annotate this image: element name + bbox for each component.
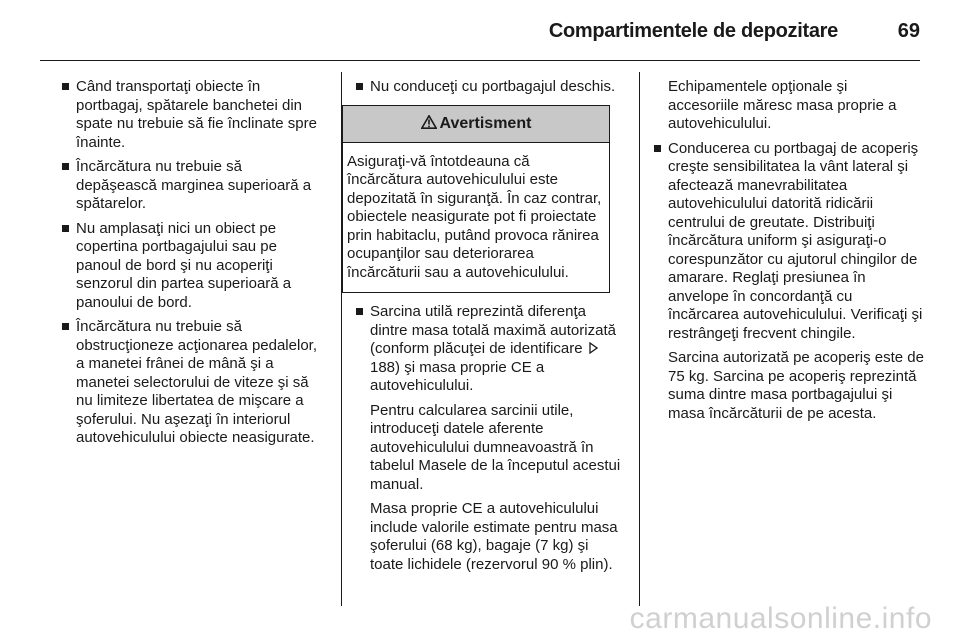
paragraph: Pentru calcularea sarcinii utile, introduceţi datele aferente autovehiculului dumneavoastră în tabelul Masele de la începutul acestui manual. [370,401,621,493]
paragraph: Masa proprie CE a autovehiculului include valorile estimate pentru masa şoferului (68 kg), bagaje (7 kg) şi toate lichidele (rezervorul 90 % plin). [370,500,618,573]
list-item-text: Nu amplasaţi nici un obiect pe copertina portbagajului sau pe panoul de bord şi nu acoperiţi senzorul din partea superioară a panoului de bord. [76,219,292,311]
page-reference-arrow-icon [589,342,598,354]
warning-box [342,105,610,294]
header-divider [40,60,920,61]
list-item [62,318,326,448]
paragraph: Echipamentele opţionale şi accesoriile măresc masa proprie a autovehiculului. [668,78,897,132]
list-item [356,78,624,97]
column-divider-2 [639,72,640,606]
list-item [62,220,326,313]
paragraph: Sarcina autorizată pe acoperiş este de 75 kg. Sarcina pe acoperiş reprezintă suma dintre masa portbagajului şi masa încărcăturii de pe acesta. [668,349,924,422]
list-item-text: Nu conduceţi cu portbagajul deschis. [370,78,616,95]
column-2 [347,78,624,580]
page-header [0,0,960,62]
bullet-square-icon [356,308,363,315]
bullet-square-icon [62,83,69,90]
list-item-text: ) şi masa proprie CE a autovehiculului. [370,358,545,394]
bullet-square-icon [654,145,661,152]
list-item-text: Conducerea cu portbagaj de acoperiş creşte sensibilitatea la vânt lateral şi afectează manevrabilitatea autovehiculului datorită ridicării centrului de greutate. Distribuiţi încărcătura uniform şi asiguraţi-o corespunzător cu ajutorul chingilor de amarare. Reglaţi presiunea în anvelope în concordanţă cu încărcarea autovehiculului. Verificaţi şi restrângeţi frecvent chingile. [668,139,923,342]
warning-text: Asiguraţi-vă întotdeauna că încărcătura autovehiculului este depozitată în siguranţă. În caz contrar, obiectele neasigurate pot fi proiectate prin habitaclu, putând provoca rănirea ocupanţilor sau deteriorarea încărcăturii sau a autovehiculului. [347,152,602,281]
list-item-text: Încărcătura nu trebuie să depăşească marginea superioară a spătarelor. [76,158,312,212]
list-item [654,140,924,344]
list-item [62,158,326,214]
warning-title: Avertisment [439,114,532,132]
list-item [356,303,624,396]
list-item-text: Când transportaţi obiecte în portbagaj, spătarele banchetei din spate nu trebuie să fie înclinate spre înainte. [76,78,317,151]
column-1 [62,78,326,454]
watermark-text: carmanualsonline.info [629,602,932,635]
page-number: 69 [897,20,920,42]
page-title: Compartimentele de depozitare [548,20,838,42]
warning-header [343,106,609,143]
list-item-text: Sarcina utilă reprezintă diferenţa dintre masa totală maximă autorizată (conform plăcuţei de identificare [370,303,616,357]
warning-triangle-icon [421,115,437,129]
list-item [62,78,326,152]
bullet-square-icon [62,225,69,232]
bullet-square-icon [62,163,69,170]
page-reference-number: 188 [370,358,396,376]
bullet-square-icon [62,323,69,330]
bullet-square-icon [356,83,363,90]
column-3 [654,78,924,429]
list-item-text: Încărcătura nu trebuie să obstrucţioneze acţionarea pedalelor, a manetei frânei de mână şi a manetei selectorului de viteze şi să nu limiteze libertatea de mişcare a şoferului. Nu aşezaţi în interiorul autovehiculului obiecte neasigurate. [76,318,317,446]
